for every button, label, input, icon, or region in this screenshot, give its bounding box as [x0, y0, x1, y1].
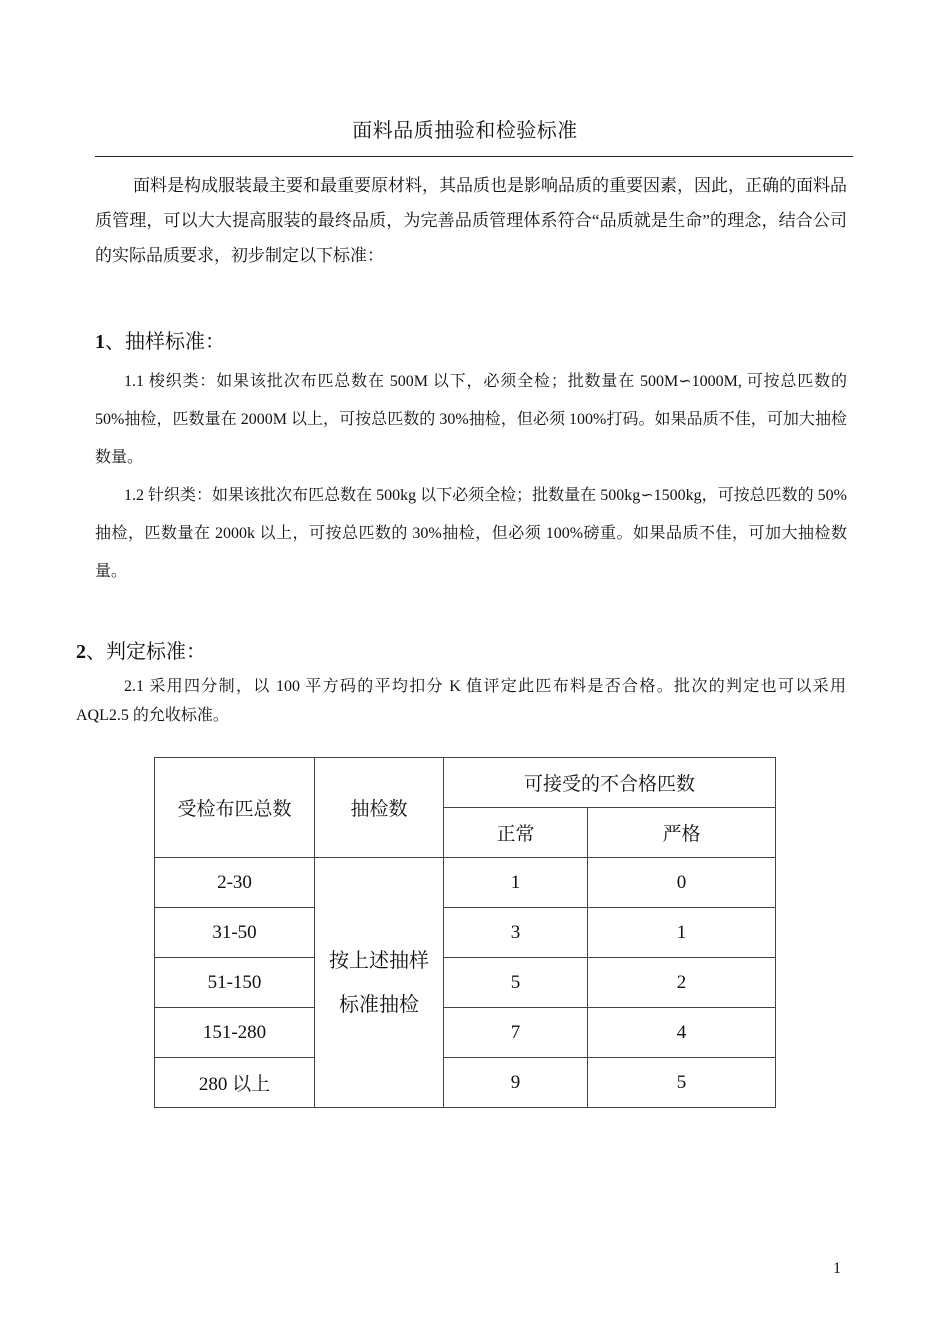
acceptance-table: [154, 757, 776, 1108]
knit-standard-text: 1.2 针织类：如果该批次布匹总数在 500kg 以下必须全检；批数量在 500kg∽1500kg，可按总匹数的 50%抽检，匹数量在 2000k 以上，可按总匹数的 30%抽检，但必须 100%磅重。如果品质不佳，可加大抽检数量。: [95, 487, 847, 580]
section-2-heading: [76, 635, 206, 664]
cell-strict: 0: [588, 858, 776, 908]
header-acceptable-defects: 可接受的不合格匹数: [444, 758, 776, 808]
table-row: [155, 958, 776, 1008]
table-header-row: [155, 758, 776, 808]
woven-standard-text: 1.1 梭织类：如果该批次布匹总数在 500M 以下，必须全检；批数量在 500M∽1000M, 可按总匹数的 50%抽检，匹数量在 2000M 以上，可按总匹数的 30%抽检，但必须 100%打码。如果品质不佳，可加大抽检数量。: [95, 373, 847, 466]
cell-strict: 4: [588, 1008, 776, 1058]
section-1-number: 1: [95, 331, 105, 353]
header-total-rolls: 受检布匹总数: [155, 758, 315, 858]
woven-standard-paragraph: [95, 363, 847, 477]
cell-normal: 9: [444, 1058, 588, 1108]
cell-strict: 2: [588, 958, 776, 1008]
section-2-title: 、判定标准：: [86, 641, 206, 663]
intro-paragraph: [95, 168, 847, 273]
section-2-number: 2: [76, 641, 86, 663]
section-1-title: 、抽样标准：: [105, 331, 225, 353]
cell-total: 151-280: [155, 1008, 315, 1058]
header-strict: 严格: [588, 808, 776, 858]
cell-total: 31-50: [155, 908, 315, 958]
cell-normal: 5: [444, 958, 588, 1008]
cell-total: 2-30: [155, 858, 315, 908]
cell-normal: 1: [444, 858, 588, 908]
document-title: 面料品质抽验和检验标准: [352, 120, 578, 142]
table-row: [155, 1008, 776, 1058]
cell-normal: 3: [444, 908, 588, 958]
four-point-paragraph: [76, 672, 846, 730]
header-normal: 正常: [444, 808, 588, 858]
header-sample-count: 抽检数: [315, 758, 444, 858]
intro-text: 面料是构成服装最主要和最重要原材料，其品质也是影响品质的重要因素，因此，正确的面料品质管理，可以大大提高服装的最终品质，为完善品质管理体系符合“品质就是生命”的理念，结合公司的实际品质要求，初步制定以下标准：: [95, 176, 847, 265]
table-row: [155, 1058, 776, 1108]
knit-standard-paragraph: [95, 477, 847, 591]
cell-total: 51-150: [155, 958, 315, 1008]
title-divider: [95, 156, 853, 157]
table-row: [155, 908, 776, 958]
section-1-heading: [95, 325, 225, 354]
cell-strict: 5: [588, 1058, 776, 1108]
page-number: 1: [833, 1260, 841, 1277]
four-point-text: 2.1 采用四分制，以 100 平方码的平均扣分 K 值评定此匹布料是否合格。批次的判定也可以采用 AQL2.5 的允收标准。: [76, 678, 846, 724]
method-line-1: 按上述抽样: [329, 949, 429, 972]
cell-strict: 1: [588, 908, 776, 958]
table-row: [155, 858, 776, 908]
method-line-2: 标准抽检: [339, 993, 419, 1016]
cell-sampling-method: [315, 858, 444, 1108]
cell-normal: 7: [444, 1008, 588, 1058]
cell-total: 280 以上: [155, 1058, 315, 1108]
